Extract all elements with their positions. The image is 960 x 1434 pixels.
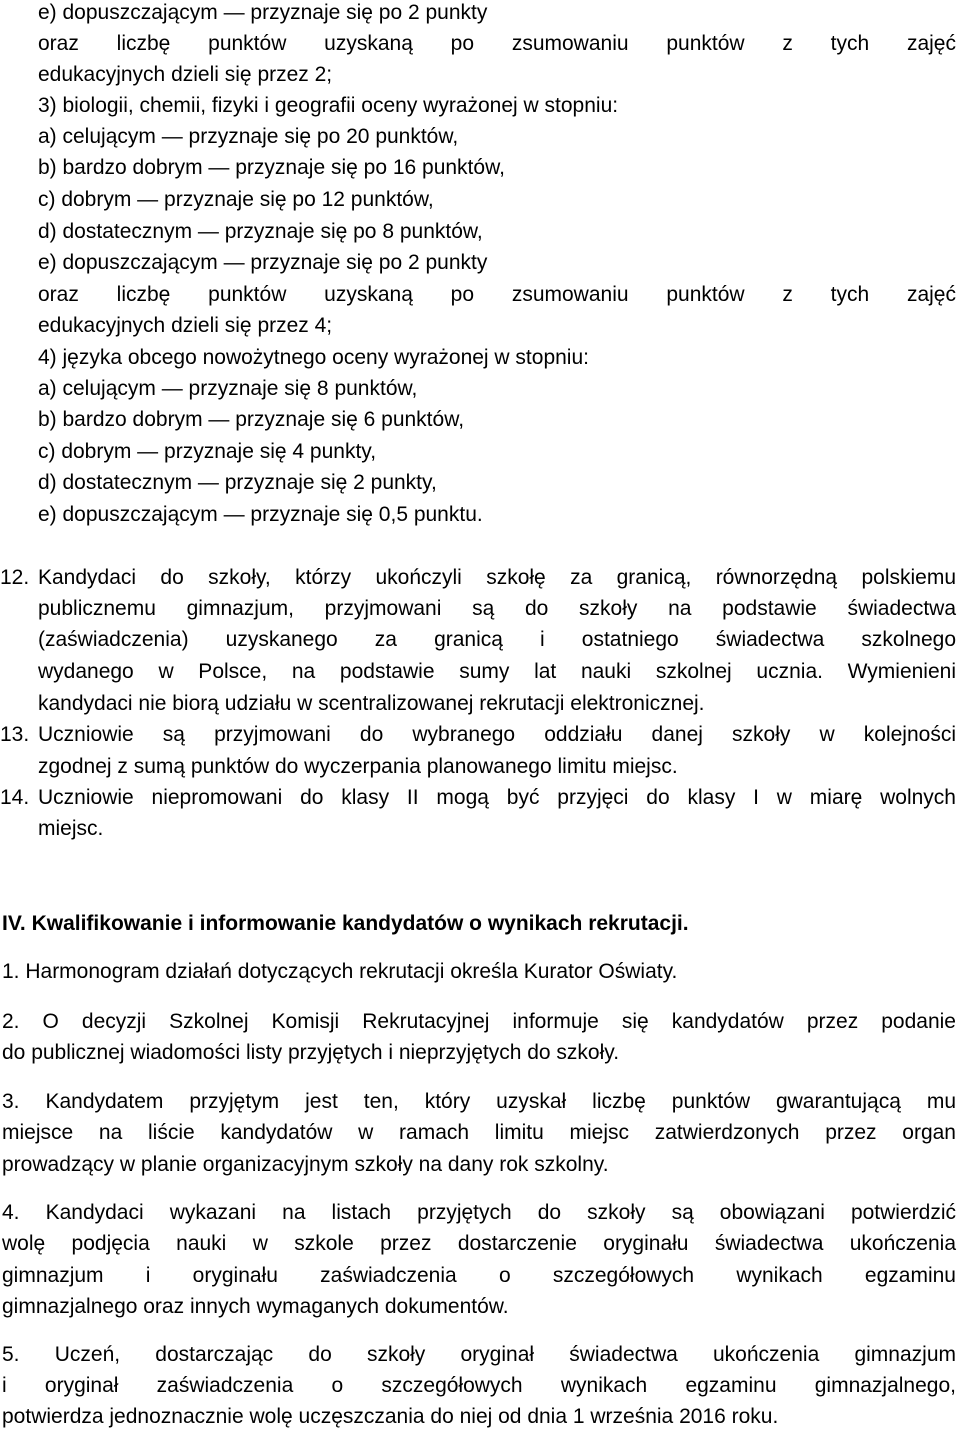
scoring-line: 3) biologii, chemii, fizyki i geografii oceny wyrażonej w stopniu: [38,94,619,117]
scoring-line: oraz liczbę punktów uzyskaną po zsumowaniu punktów z tych zajęć [38,283,956,306]
scoring-line: edukacyjnych dzieli się przez 2; [38,63,333,86]
scoring-line: d) dostatecznym — przyznaje się 2 punkty, [38,471,437,494]
scoring-line: e) dopuszczającym — przyznaje się po 2 punkty [38,1,488,24]
paragraph-line: prowadzący w planie organizacyjnym szkoły na dany rok szkolny. [2,1153,609,1176]
scoring-line: a) celującym — przyznaje się po 20 punktów, [38,125,459,148]
scoring-line: 4) języka obcego nowożytnego oceny wyrażonej w stopniu: [38,346,589,369]
section-heading: IV. Kwalifikowanie i informowanie kandydatów o wynikach rekrutacji. [2,912,689,935]
scoring-line: d) dostatecznym — przyznaje się po 8 punktów, [38,220,483,243]
scoring-line: e) dopuszczającym — przyznaje się 0,5 punktu. [38,503,483,526]
item-number: 14. [0,786,30,809]
paragraph-line: miejsce na liście kandydatów w ramach limitu miejsc zatwierdzonych przez organ [2,1121,956,1144]
scoring-line: c) dobrym — przyznaje się po 12 punktów, [38,188,434,211]
item-number: 13. [0,723,30,746]
paragraph-line: potwierdza jednoznacznie wolę uczęszczania do niej od dnia 1 września 2016 roku. [2,1405,779,1428]
scoring-line: b) bardzo dobrym — przyznaje się 6 punktów, [38,408,465,431]
paragraph-line: 4. Kandydaci wykazani na listach przyjętych do szkoły są obowiązani potwierdzić [2,1201,956,1224]
item-text: Uczniowie niepromowani do klasy II mogą być przyjęci do klasy I w miarę wolnych [38,786,956,809]
item-line: (zaświadczenia) uzyskanego za granicą i ostatniego świadectwa szkolnego [38,628,956,651]
scoring-line: a) celującym — przyznaje się 8 punktów, [38,377,418,400]
scoring-line: oraz liczbę punktów uzyskaną po zsumowaniu punktów z tych zajęć [38,32,956,55]
item-line [0,719,956,750]
paragraph-line: do publicznej wiadomości listy przyjętych i nieprzyjętych do szkoły. [2,1041,620,1064]
paragraph-line: 1. Harmonogram działań dotyczących rekrutacji określa Kurator Oświaty. [2,960,678,983]
paragraph-line: 3. Kandydatem przyjętym jest ten, który uzyskał liczbę punktów gwarantującą mu [2,1090,956,1113]
item-text: Kandydaci do szkoły, którzy ukończyli szkołę za granicą, równorzędną polskiemu [38,566,956,589]
scoring-line: edukacyjnych dzieli się przez 4; [38,314,333,337]
item-line: kandydaci nie biorą udziału w scentralizowanej rekrutacji elektronicznej. [38,692,705,715]
item-line [0,782,956,813]
item-line: wydanego w Polsce, na podstawie sumy lat nauki szkolnej ucznia. Wymienieni [38,660,956,683]
item-line [0,562,956,593]
paragraph-line: 2. O decyzji Szkolnej Komisji Rekrutacyjnej informuje się kandydatów przez podanie [2,1010,956,1033]
paragraph-line: i oryginał zaświadczenia o szczegółowych wynikach egzaminu gimnazjalnego, [2,1374,956,1397]
item-text: Uczniowie są przyjmowani do wybranego oddziału danej szkoły w kolejności [38,723,956,746]
paragraph-line: 5. Uczeń, dostarczając do szkoły oryginał świadectwa ukończenia gimnazjum [2,1343,956,1366]
item-line: publicznemu gimnazjum, przyjmowani są do szkoły na podstawie świadectwa [38,597,956,620]
item-line: miejsc. [38,817,104,840]
item-number: 12. [0,566,30,589]
scoring-line: e) dopuszczającym — przyznaje się po 2 punkty [38,251,488,274]
paragraph-line: wolę podjęcia nauki w szkole przez dostarczenie oryginału świadectwa ukończenia [2,1232,956,1255]
scoring-line: c) dobrym — przyznaje się 4 punkty, [38,440,377,463]
paragraph-line: gimnazjalnego oraz innych wymaganych dokumentów. [2,1295,509,1318]
paragraph-line: gimnazjum i oryginału zaświadczenia o szczegółowych wynikach egzaminu [2,1264,956,1287]
item-line: zgodnej z sumą punktów do wyczerpania planowanego limitu miejsc. [38,755,678,778]
scoring-line: b) bardzo dobrym — przyznaje się po 16 punktów, [38,156,505,179]
